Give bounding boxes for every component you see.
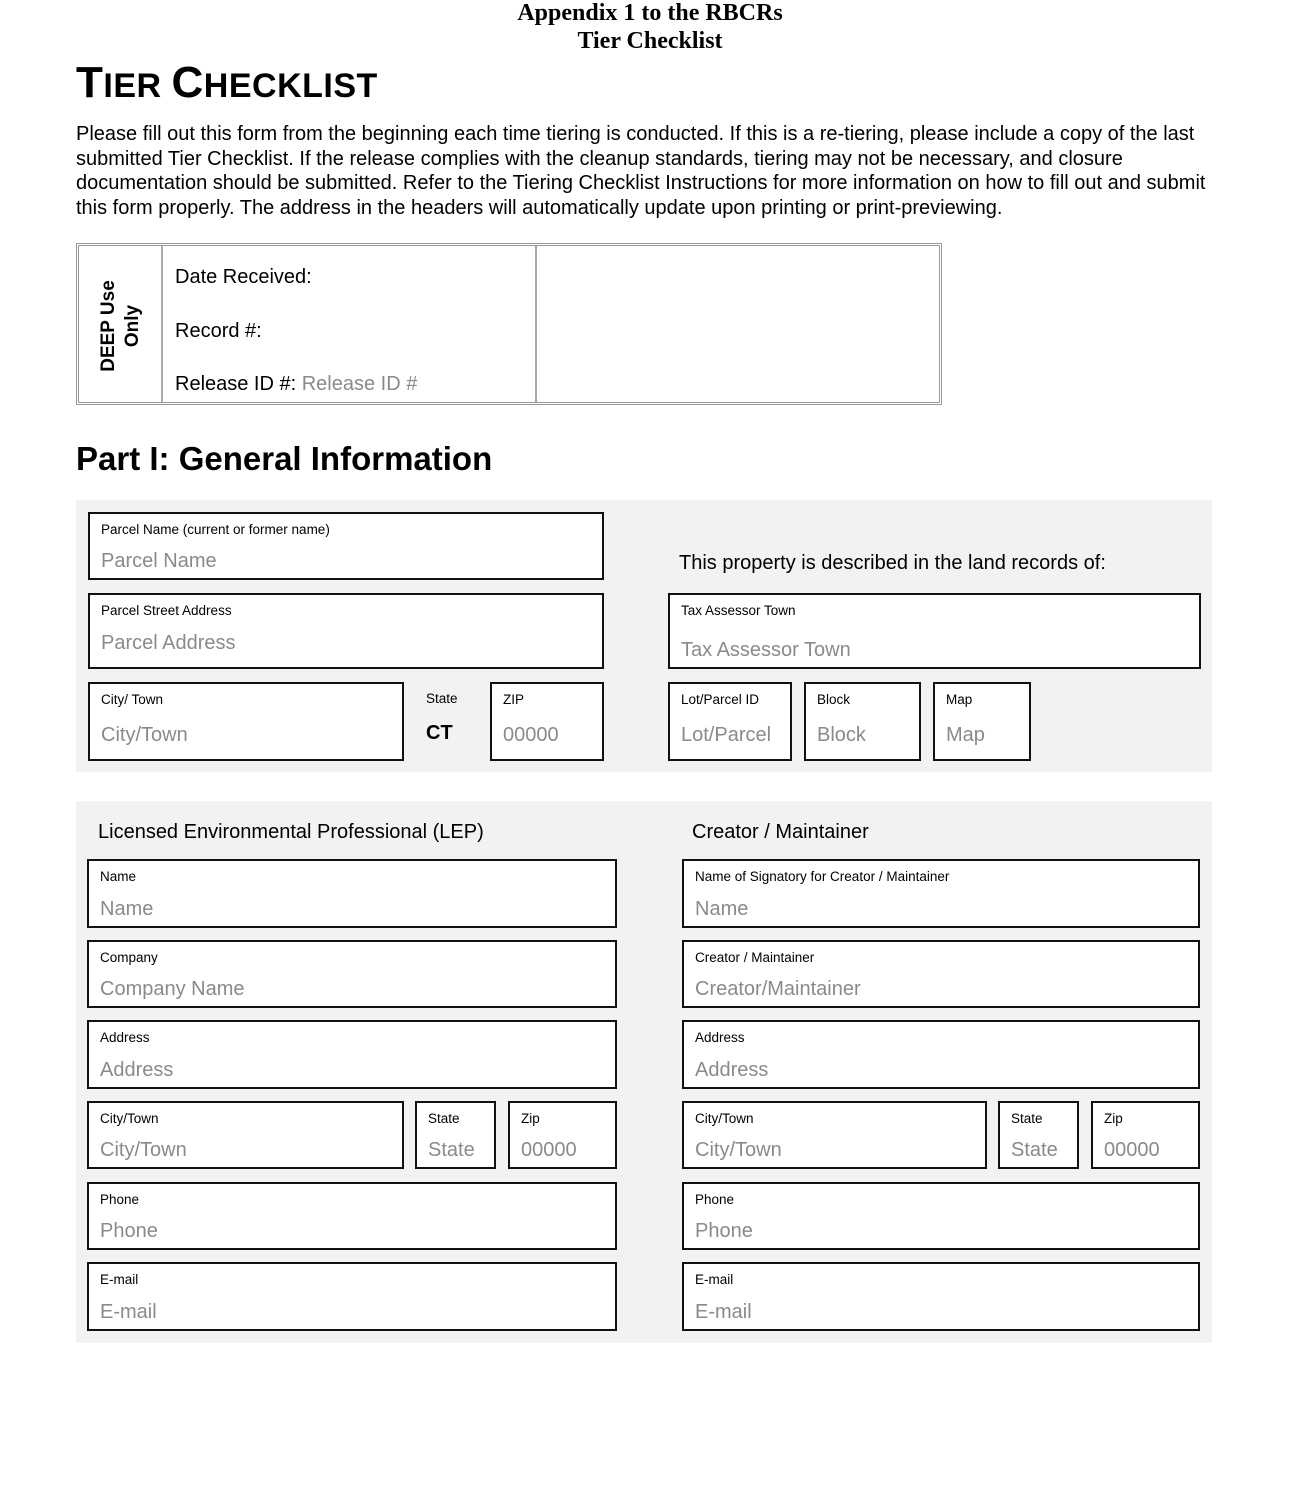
creator-phone-label: Phone — [695, 1192, 735, 1207]
parcel-city-label: City/ Town — [101, 692, 164, 707]
creator-address-field[interactable] — [682, 1020, 1200, 1089]
lep-company-placeholder: Company Name — [100, 978, 245, 1000]
creator-maintainer-field[interactable] — [682, 940, 1200, 1008]
parcel-street-placeholder: Parcel Address — [101, 632, 236, 654]
parcel-zip-placeholder: 00000 — [503, 724, 559, 746]
block-field[interactable] — [804, 682, 921, 761]
lep-name-label: Name — [100, 869, 137, 884]
lep-address-placeholder: Address — [100, 1059, 174, 1081]
parcel-state-value: CT — [426, 722, 453, 744]
parcel-city-field[interactable] — [88, 682, 404, 761]
creator-signatory-label: Name of Signatory for Creator / Maintainer — [695, 869, 950, 884]
creator-heading: Creator / Maintainer — [692, 821, 869, 843]
land-records-text: This property is described in the land records of: — [679, 552, 1106, 574]
lep-email-placeholder: E-mail — [100, 1301, 157, 1323]
lep-name-placeholder: Name — [100, 898, 154, 920]
lep-phone-field[interactable] — [87, 1182, 617, 1250]
intro-paragraph: Please fill out this form from the beginning each time tiering is conducted. If this is a re-tiering, please include a copy of the last submitted Tier Checklist. If the release complies with the cleanup standards, tiering may not be necessary, and closure documentation should be submitted. Refer to the Tiering Checklist Instructions for more information on how to fill out and submit this form properly. The address in the headers will automatically update upon printing or print-previewing. — [76, 123, 1206, 219]
creator-email-label: E-mail — [695, 1272, 734, 1287]
tax-assessor-town-placeholder: Tax Assessor Town — [681, 639, 851, 661]
lep-zip-field[interactable] — [508, 1101, 617, 1169]
creator-maintainer-placeholder: Creator/Maintainer — [695, 978, 861, 1000]
map-label: Map — [946, 692, 973, 707]
creator-email-field[interactable] — [682, 1262, 1200, 1331]
lep-city-field[interactable] — [87, 1101, 404, 1169]
release-id-field[interactable]: Release ID # — [301, 373, 418, 395]
lot-parcel-id-field[interactable] — [668, 682, 792, 761]
creator-address-placeholder: Address — [695, 1059, 769, 1081]
creator-state-label: State — [1011, 1111, 1043, 1126]
appendix-subheader: Tier Checklist — [577, 28, 723, 54]
lep-zip-placeholder: 00000 — [521, 1139, 577, 1161]
creator-city-label: City/Town — [695, 1111, 754, 1126]
page-title: TIER CHECKLIST — [76, 58, 378, 107]
parcel-zip-label: ZIP — [503, 692, 525, 707]
block-placeholder: Block — [817, 724, 866, 746]
lep-name-field[interactable] — [87, 859, 617, 928]
creator-zip-placeholder: 00000 — [1104, 1139, 1160, 1161]
map-field[interactable] — [933, 682, 1031, 761]
lep-zip-label: Zip — [521, 1111, 540, 1126]
creator-phone-placeholder: Phone — [695, 1220, 753, 1242]
deep-side-column — [79, 246, 163, 402]
parcel-street-field[interactable] — [88, 593, 604, 669]
creator-maintainer-label: Creator / Maintainer — [695, 950, 815, 965]
creator-zip-field[interactable] — [1091, 1101, 1200, 1169]
lep-company-label: Company — [100, 950, 158, 965]
lep-address-label: Address — [100, 1030, 150, 1045]
parcel-street-label: Parcel Street Address — [101, 603, 232, 618]
parcel-state-label: State — [426, 691, 458, 706]
creator-state-field[interactable] — [998, 1101, 1079, 1169]
creator-city-field[interactable] — [682, 1101, 987, 1169]
lep-city-placeholder: City/Town — [100, 1139, 187, 1161]
block-label: Block — [817, 692, 851, 707]
appendix-header: Appendix 1 to the RBCRs — [517, 0, 783, 26]
creator-city-placeholder: City/Town — [695, 1139, 782, 1161]
deep-use-only-box — [76, 243, 942, 405]
lep-state-label: State — [428, 1111, 460, 1126]
lep-phone-placeholder: Phone — [100, 1220, 158, 1242]
parcel-city-placeholder: City/Town — [101, 724, 188, 746]
record-label: Record #: — [175, 320, 262, 342]
lot-parcel-id-label: Lot/Parcel ID — [681, 692, 760, 707]
lep-address-field[interactable] — [87, 1020, 617, 1089]
creator-email-placeholder: E-mail — [695, 1301, 752, 1323]
lep-email-label: E-mail — [100, 1272, 139, 1287]
tax-assessor-town-field[interactable] — [668, 593, 1201, 669]
creator-signatory-placeholder: Name — [695, 898, 749, 920]
map-placeholder: Map — [946, 724, 985, 746]
release-id-row: Release ID #: Release ID # — [175, 373, 418, 395]
lot-parcel-id-placeholder: Lot/Parcel — [681, 724, 772, 746]
lep-heading: Licensed Environmental Professional (LEP) — [98, 821, 484, 843]
creator-address-label: Address — [695, 1030, 745, 1045]
lep-phone-label: Phone — [100, 1192, 140, 1207]
date-received-label: Date Received: — [175, 266, 312, 288]
creator-phone-field[interactable] — [682, 1182, 1200, 1250]
part1-title: Part I: General Information — [76, 440, 493, 477]
tax-assessor-town-label: Tax Assessor Town — [681, 603, 796, 618]
parcel-name-placeholder: Parcel Name — [101, 550, 217, 572]
deep-use-only-label: DEEP Use Only — [98, 280, 143, 372]
parcel-name-field[interactable] — [88, 512, 604, 580]
lep-company-field[interactable] — [87, 940, 617, 1008]
creator-zip-label: Zip — [1104, 1111, 1123, 1126]
creator-state-placeholder: State — [1011, 1139, 1058, 1161]
lep-email-field[interactable] — [87, 1262, 617, 1331]
lep-state-placeholder: State — [428, 1139, 475, 1161]
parcel-name-label: Parcel Name (current or former name) — [101, 522, 330, 537]
parcel-zip-field[interactable] — [490, 682, 604, 761]
lep-state-field[interactable] — [415, 1101, 496, 1169]
creator-signatory-field[interactable] — [682, 859, 1200, 928]
lep-city-label: City/Town — [100, 1111, 159, 1126]
deep-labels-column — [163, 246, 537, 402]
